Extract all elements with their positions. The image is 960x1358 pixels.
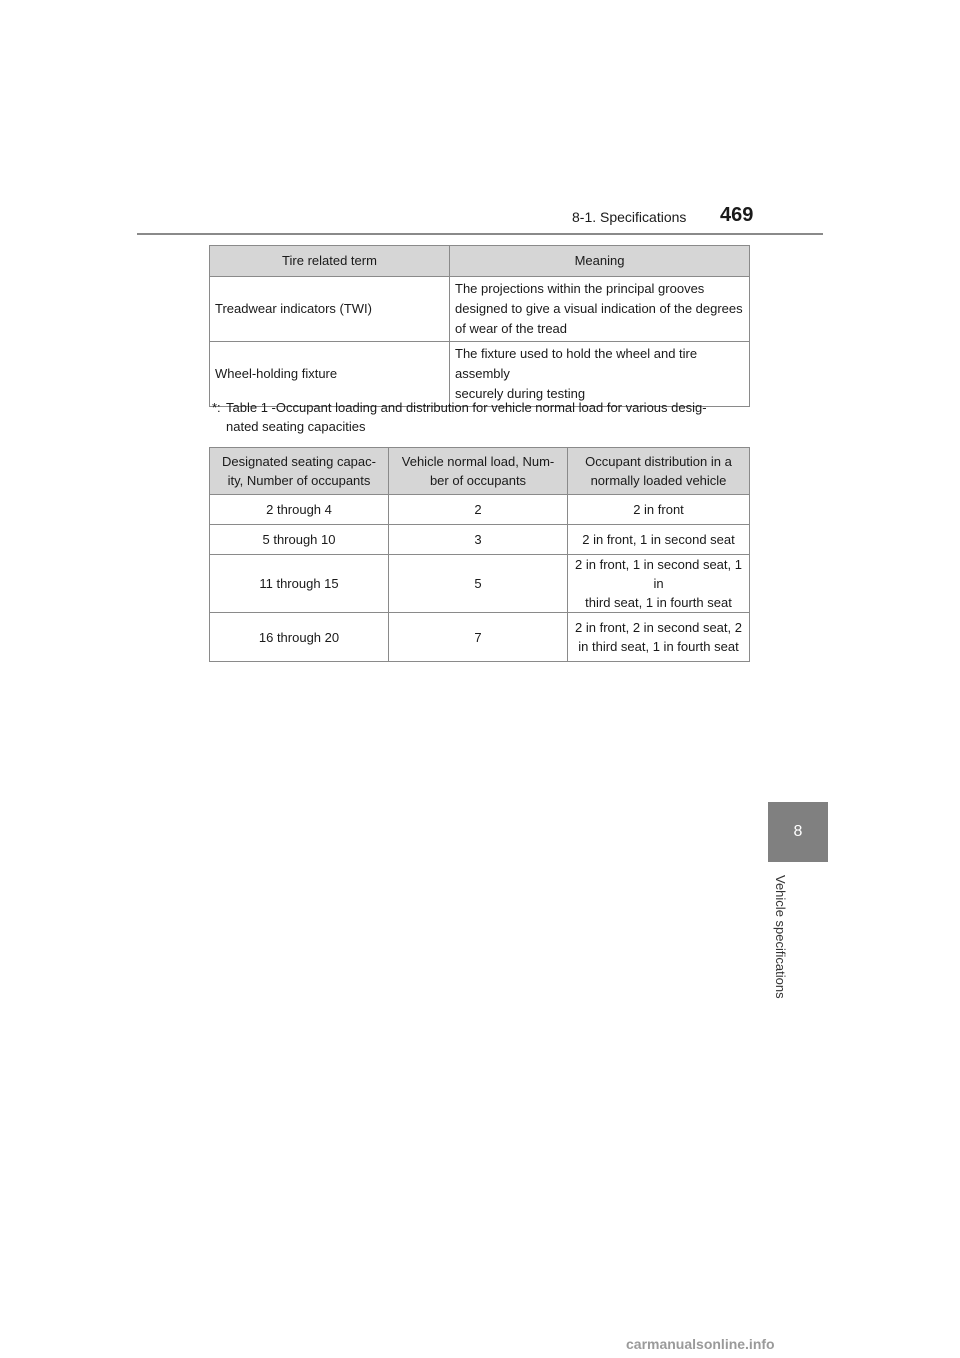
page-header <box>0 0 960 240</box>
capacity-cell: 2 through 4 <box>210 495 389 525</box>
column-header <box>568 448 750 495</box>
column-header <box>210 448 389 495</box>
table-row <box>210 495 750 525</box>
section-title: 8-1. Specifications <box>572 209 687 225</box>
table-row <box>210 555 750 613</box>
meaning-line: designed to give a visual indication of the degrees <box>455 301 743 316</box>
meaning-line: The projections within the principal grooves <box>455 281 705 296</box>
distribution-cell <box>568 525 750 555</box>
chapter-tab[interactable]: 8 <box>768 802 828 862</box>
tire-terms-table <box>209 245 750 407</box>
column-header <box>389 448 568 495</box>
distribution-cell <box>568 613 750 662</box>
distribution-cell <box>568 495 750 525</box>
capacity-cell: 5 through 10 <box>210 525 389 555</box>
distribution-line: third seat, 1 in fourth seat <box>585 595 732 610</box>
column-header: Meaning <box>450 246 750 277</box>
header-line: Vehicle normal load, Num- <box>401 454 555 469</box>
distribution-line: 2 in front, 2 in second seat, 2 <box>575 620 742 635</box>
meaning-line: of wear of the tread <box>455 321 568 336</box>
footnote <box>212 398 752 436</box>
footnote-text: Table 1 -Occupant loading and distribution for vehicle normal load for various desig- <box>226 400 707 415</box>
header-line: normally loaded vehicle <box>590 473 727 488</box>
meaning-cell <box>450 277 750 342</box>
header-line: Occupant distribution in a <box>585 454 732 469</box>
occupant-loading-table <box>209 447 750 662</box>
load-cell: 7 <box>389 613 568 662</box>
term-cell: Treadwear indicators (TWI) <box>210 277 450 342</box>
page-number: 469 <box>720 204 754 226</box>
distribution-line: 2 in front, 1 in second seat <box>582 532 735 547</box>
meaning-cell <box>450 342 750 407</box>
distribution-line: 2 in front <box>633 502 684 517</box>
watermark: carmanualsonline.info <box>626 1336 775 1352</box>
meaning-line: The fixture used to hold the wheel and tire assembly <box>455 346 698 381</box>
term-cell: Wheel-holding fixture <box>210 342 450 407</box>
load-cell: 2 <box>389 495 568 525</box>
chapter-label: Vehicle specifications <box>773 875 788 999</box>
footnote-text: nated seating capacities <box>226 419 366 434</box>
distribution-line: 2 in front, 1 in second seat, 1 in <box>575 557 742 591</box>
distribution-line: in third seat, 1 in fourth seat <box>578 639 739 654</box>
meaning-line: securely during testing <box>455 386 586 401</box>
table-row <box>210 277 750 342</box>
distribution-cell <box>568 555 750 613</box>
footnote-mark: *: <box>212 400 221 415</box>
capacity-cell: 11 through 15 <box>210 555 389 613</box>
table-header-row <box>210 448 750 495</box>
table-row <box>210 613 750 662</box>
header-line: Designated seating capac- <box>222 454 376 469</box>
header-rule <box>137 233 823 235</box>
column-header: Tire related term <box>210 246 450 277</box>
header-line: ity, Number of occupants <box>227 473 371 488</box>
table-row <box>210 342 750 407</box>
table-row <box>210 525 750 555</box>
load-cell: 5 <box>389 555 568 613</box>
capacity-cell: 16 through 20 <box>210 613 389 662</box>
load-cell: 3 <box>389 525 568 555</box>
footnote-line <box>212 398 752 417</box>
header-line: ber of occupants <box>429 473 527 488</box>
table-header-row <box>210 246 750 277</box>
